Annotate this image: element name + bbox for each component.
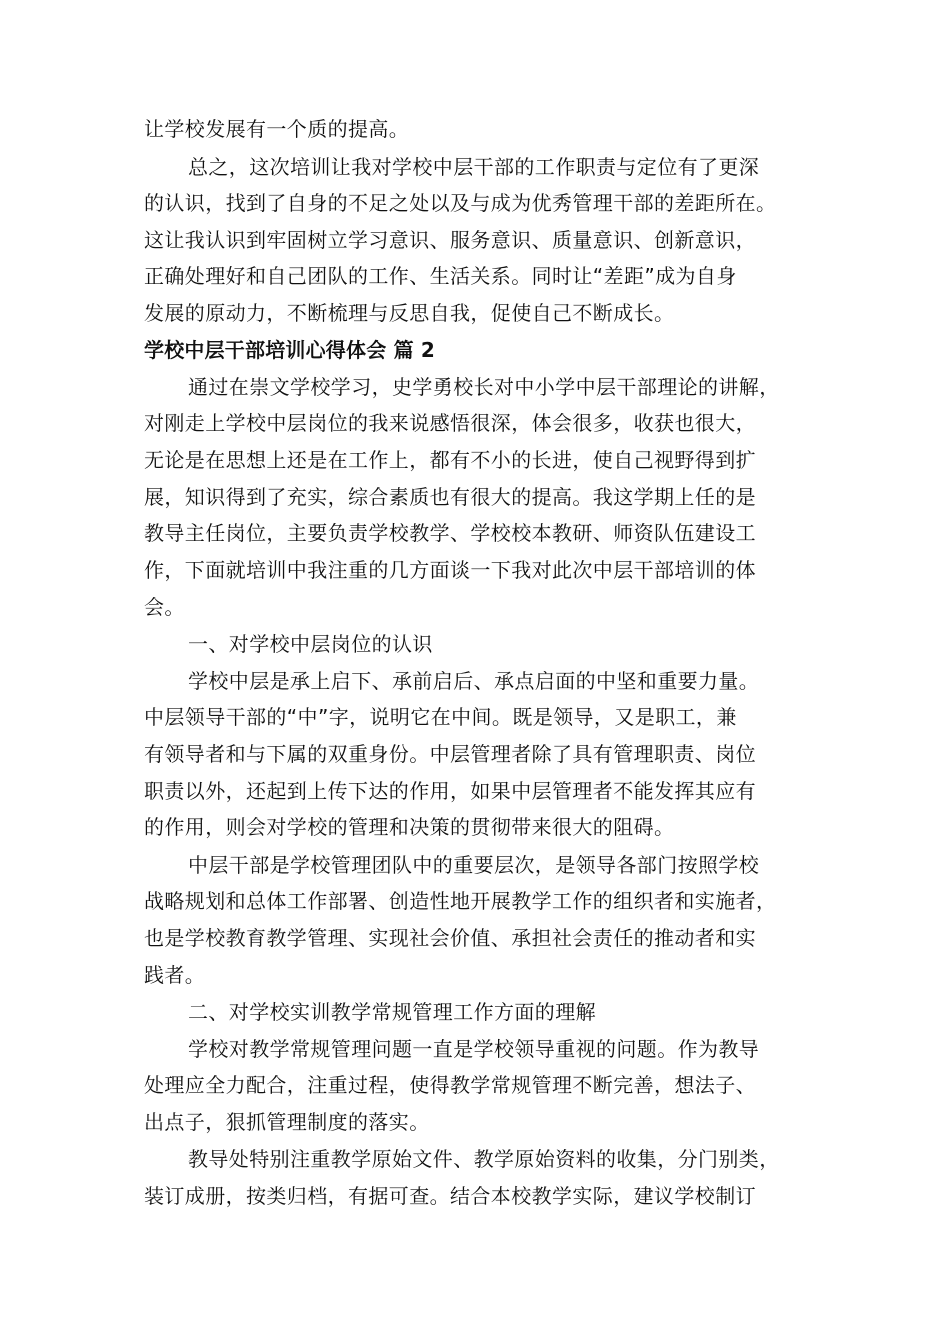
text-line: 战略规划和总体工作部署、创造性地开展教学工作的组织者和实施者， xyxy=(144,889,777,913)
text-line: 处理应全力配合，注重过程，使得教学常规管理不断完善，想法子、 xyxy=(144,1073,756,1097)
subsection-heading: 二、对学校实训教学常规管理工作方面的理解 xyxy=(188,1000,596,1024)
paragraph-start-line: 中层干部是学校管理团队中的重要层次，是领导各部门按照学校 xyxy=(188,853,760,877)
text-line: 的作用，则会对学校的管理和决策的贯彻带来很大的阻碍。 xyxy=(144,815,675,839)
text-line: 发展的原动力，不断梳理与反思自我，促使自己不断成长。 xyxy=(144,301,675,325)
paragraph-start-line: 通过在崇文学校学习，史学勇校长对中小学中层干部理论的讲解， xyxy=(188,375,780,399)
text-line: 也是学校教育教学管理、实现社会价值、承担社会责任的推动者和实 xyxy=(144,926,756,950)
text-line: 正确处理好和自己团队的工作、生活关系。同时让“差距”成为自身 xyxy=(144,264,737,288)
text-line: 践者。 xyxy=(144,963,206,987)
text-line: 职责以外，还起到上传下达的作用，如果中层管理者不能发挥其应有 xyxy=(144,779,756,803)
paragraph-start-line: 总之，这次培训让我对学校中层干部的工作职责与定位有了更深 xyxy=(188,155,760,179)
text-line: 有领导者和与下属的双重身份。中层管理者除了具有管理职责、岗位 xyxy=(144,742,756,766)
paragraph-start-line: 学校对教学常规管理问题一直是学校领导重视的问题。作为教导 xyxy=(188,1037,760,1061)
text-line: 会。 xyxy=(144,595,185,619)
text-line: 装订成册，按类归档，有据可查。结合本校教学实际，建议学校制订 xyxy=(144,1184,756,1208)
text-line: 无论是在思想上还是在工作上，都有不小的长进，使自己视野得到扩 xyxy=(144,448,756,472)
section-heading: 学校中层干部培训心得体会 篇 2 xyxy=(144,338,436,362)
text-line: 中层领导干部的“中”字，说明它在中间。既是领导，又是职工，兼 xyxy=(144,705,737,729)
paragraph-start-line: 学校中层是承上启下、承前启后、承点启面的中坚和重要力量。 xyxy=(188,669,760,693)
text-line: 教导主任岗位，主要负责学校教学、学校校本教研、师资队伍建设工 xyxy=(144,521,756,545)
text-line: 对刚走上学校中层岗位的我来说感悟很深，体会很多，收获也很大， xyxy=(144,411,756,435)
text-line: 作，下面就培训中我注重的几方面谈一下我对此次中层干部培训的体 xyxy=(144,558,756,582)
subsection-heading: 一、对学校中层岗位的认识 xyxy=(188,632,433,656)
text-line: 展，知识得到了充实，综合素质也有很大的提高。我这学期上任的是 xyxy=(144,485,756,509)
text-line: 让学校发展有一个质的提高。 xyxy=(144,117,410,141)
text-line: 出点子，狠抓管理制度的落实。 xyxy=(144,1110,430,1134)
text-line: 这让我认识到牢固树立学习意识、服务意识、质量意识、创新意识， xyxy=(144,228,756,252)
text-line: 的认识，找到了自身的不足之处以及与成为优秀管理干部的差距所在。 xyxy=(144,191,777,215)
paragraph-start-line: 教导处特别注重教学原始文件、教学原始资料的收集，分门别类， xyxy=(188,1147,780,1171)
